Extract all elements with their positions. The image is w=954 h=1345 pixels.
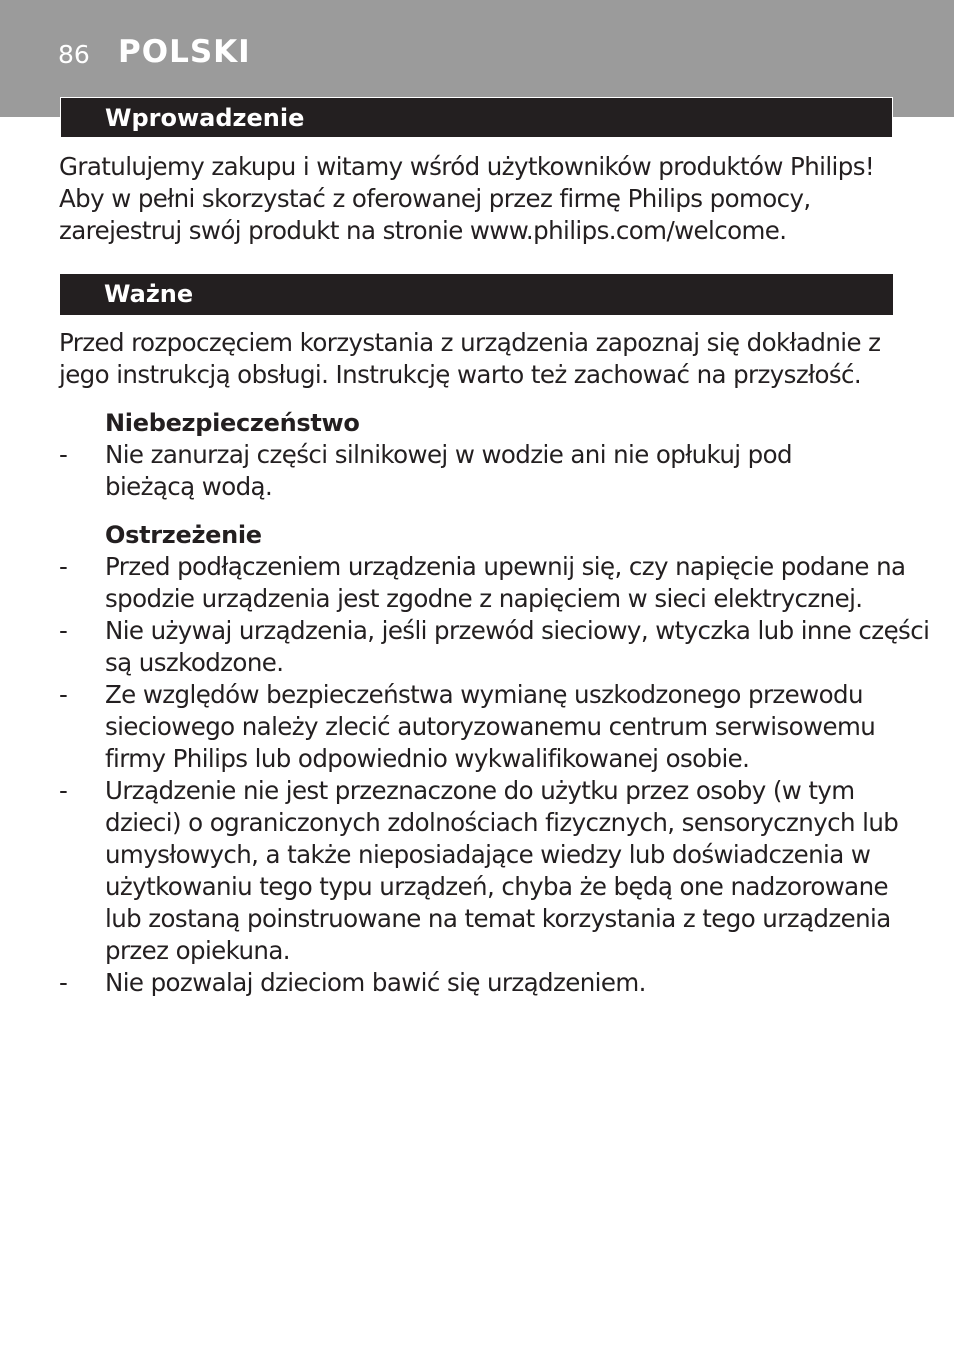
list-item <box>59 775 939 967</box>
danger-heading: Niebezpieczeństwo <box>105 409 360 437</box>
list-item-line: firmy Philips lub odpowiednio wykwalifikowanej osobie. <box>105 744 750 773</box>
warning-list <box>59 551 939 999</box>
list-item-line: Nie pozwalaj dzieciom bawić się urządzeniem. <box>105 968 646 997</box>
section-header-important <box>60 274 893 315</box>
danger-list <box>59 439 939 503</box>
list-item-line: są uszkodzone. <box>105 648 284 677</box>
list-item <box>59 551 939 615</box>
list-item <box>59 439 939 503</box>
section-title-intro: Wprowadzenie <box>105 104 305 132</box>
language-title: POLSKI <box>118 34 251 70</box>
warning-heading: Ostrzeżenie <box>105 521 262 549</box>
list-item-line: użytkowaniu tego typu urządzeń, chyba że będą one nadzorowane <box>105 872 888 901</box>
list-item-line: Przed podłączeniem urządzenia upewnij się, czy napięcie podane na <box>105 552 906 581</box>
list-item-line: przez opiekuna. <box>105 936 290 965</box>
intro-paragraph <box>59 151 919 247</box>
list-item-line: Nie zanurzaj części silnikowej w wodzie ani nie opłukuj pod <box>105 440 792 469</box>
list-item-line: bieżącą wodą. <box>105 472 273 501</box>
list-dash: - <box>59 776 68 805</box>
list-item-line: lub zostaną poinstruowane na temat korzystania z tego urządzenia <box>105 904 891 933</box>
intro-line: Gratulujemy zakupu i witamy wśród użytkowników produktów Philips! <box>59 152 875 181</box>
important-paragraph <box>59 327 919 391</box>
page-number: 86 <box>58 40 90 69</box>
list-item-line: Nie używaj urządzenia, jeśli przewód sieciowy, wtyczka lub inne części <box>105 616 930 645</box>
section-header-intro <box>60 97 893 138</box>
list-dash: - <box>59 968 68 997</box>
intro-line: zarejestruj swój produkt na stronie www.philips.com/welcome. <box>59 216 787 245</box>
list-item <box>59 615 939 679</box>
list-item <box>59 679 939 775</box>
list-item-line: umysłowych, a także nieposiadające wiedzy lub doświadczenia w <box>105 840 871 869</box>
list-dash: - <box>59 680 68 709</box>
important-line: jego instrukcją obsługi. Instrukcję warto też zachować na przyszłość. <box>59 360 862 389</box>
important-line: Przed rozpoczęciem korzystania z urządzenia zapoznaj się dokładnie z <box>59 328 881 357</box>
list-item-line: sieciowego należy zlecić autoryzowanemu centrum serwisowemu <box>105 712 876 741</box>
intro-line: Aby w pełni skorzystać z oferowanej przez firmę Philips pomocy, <box>59 184 811 213</box>
list-dash: - <box>59 440 68 469</box>
section-title-important: Ważne <box>104 280 194 308</box>
list-item-line: spodzie urządzenia jest zgodne z napięciem w sieci elektrycznej. <box>105 584 863 613</box>
list-dash: - <box>59 616 68 645</box>
list-dash: - <box>59 552 68 581</box>
list-item <box>59 967 939 999</box>
list-item-line: Urządzenie nie jest przeznaczone do użytku przez osoby (w tym <box>105 776 855 805</box>
list-item-line: Ze względów bezpieczeństwa wymianę uszkodzonego przewodu <box>105 680 863 709</box>
list-item-line: dzieci) o ograniczonych zdolnościach fizycznych, sensorycznych lub <box>105 808 899 837</box>
